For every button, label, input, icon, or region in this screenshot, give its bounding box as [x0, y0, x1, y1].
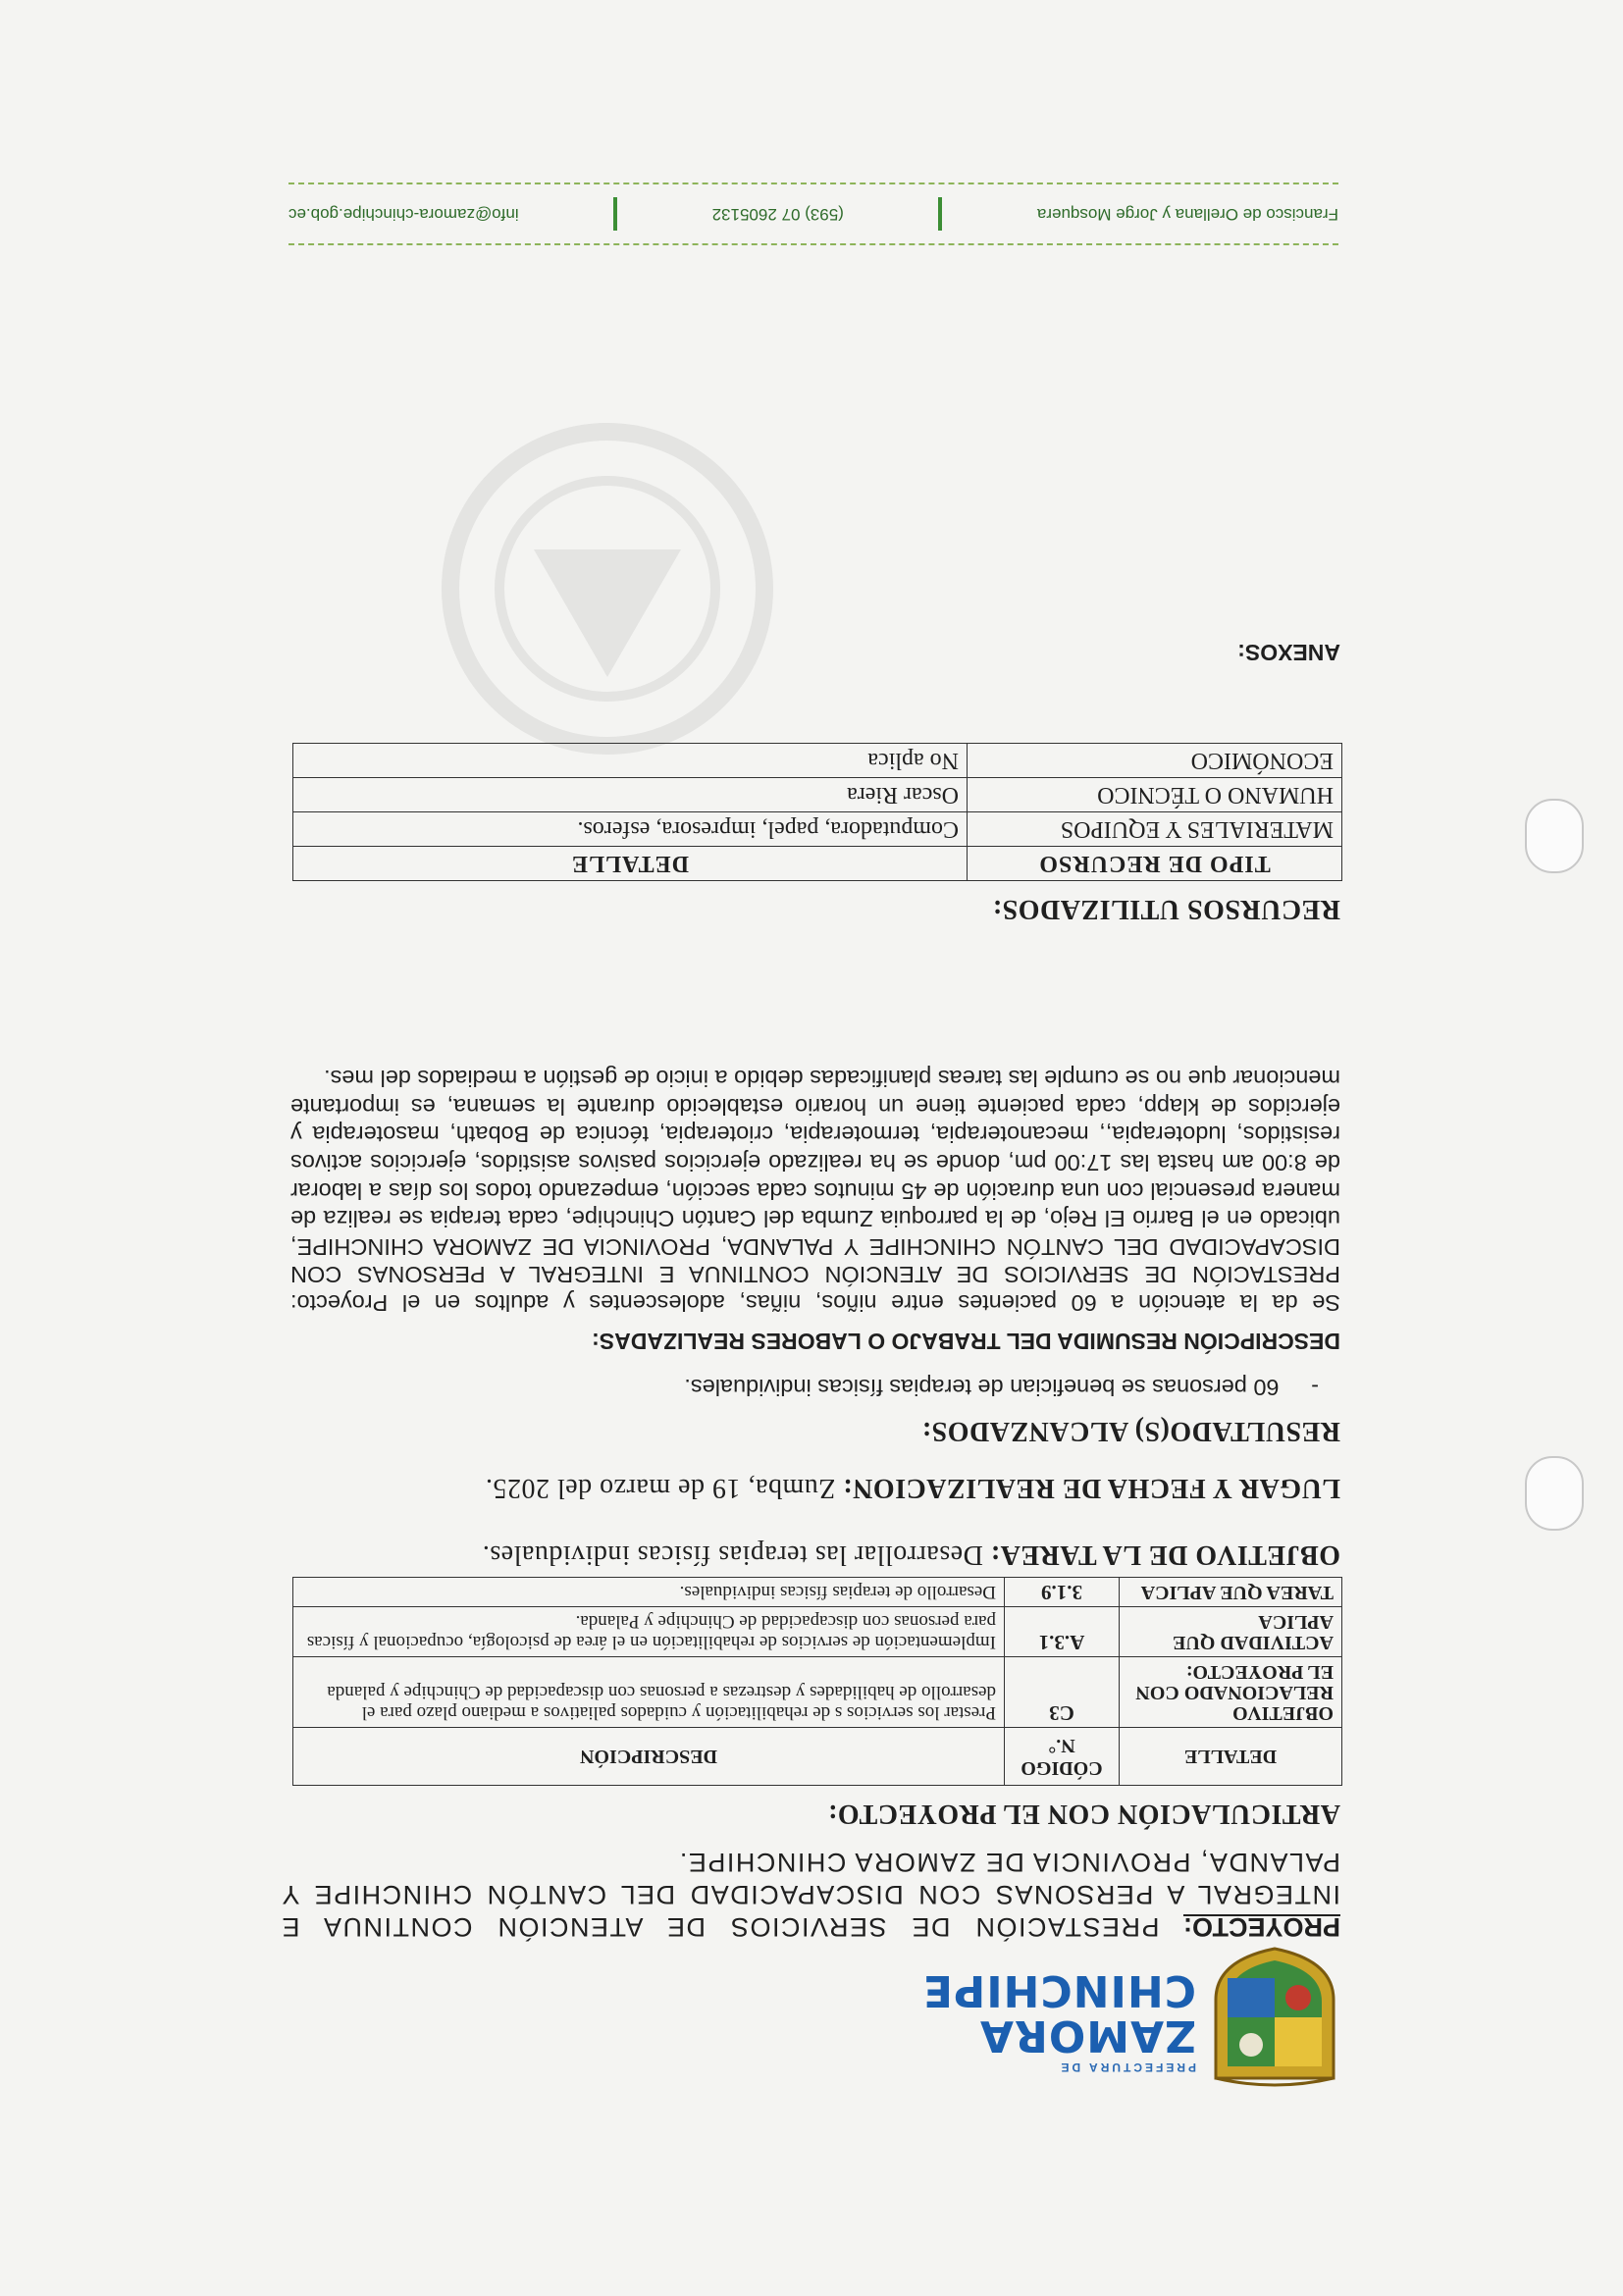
column-header: CÓDIGO N.° [1005, 1728, 1120, 1786]
punch-hole [1525, 1456, 1584, 1531]
row-description: Desarrollo de terapias físicas individuales. [293, 1578, 1005, 1607]
resource-type: MATERIALES Y EQUIPOS [968, 812, 1342, 847]
column-header: DETALLE [293, 847, 968, 881]
row-description: Prestar los servicios s de rehabilitación y cuidados paliativos a mediano plazo para el desarrollo de habilidades y destrezas a personas con discapacidad de Chinchipe y palanda [293, 1657, 1005, 1728]
descripcion-text: Se da la atención a 60 pacientes entre niños, niñas, adolescentes y adultos en el Proyecto: PRESTACIÓN DE SERVICIOS DE ATENCIÓN CONTINUA E INTEGRAL A PERSONAS CON DISCAPACIDAD DEL CANTÓN CHINCHIPE Y PALANDA, PROVINCIA DE ZAMORA CHINCHIPE, ubicado en el Barrio El Rejo, de la parroquia Zumba del Cantón Chinchipe, cada terapia se realiza de manera presencial con una duración de 45 minutos cada sección, empezando todos los días a laborar de 8:00 am hasta las 17:00 pm, donde se ha realizado ejercicios pasivos asistidos, ejercicios activos resistidos, ludoterapia,, mecanoterapia, termoterapia, crioterapia, técnica de Bobath, masoterapia y ejercidos de klapp, cada paciente tiene un horario establecido durante la semana, es importante mencionar que no se cumple las tareas planificadas debido a inicio de gestión a mediados del mes. [290, 1066, 1340, 1316]
project-text: PRESTACIÓN DE SERVICIOS DE ATENCIÓN CONTINUA E INTEGRAL A PERSONAS CON DISCAPACIDAD DEL CANTÓN CHINCHIPE Y PALANDA, PROVINCIA DE ZAMORA CHINCHIPE. [281, 1848, 1340, 1942]
bullet: - [1311, 1375, 1319, 1400]
project-title [281, 1846, 1340, 1943]
footer-address: Francisco de Orellana y Jorge Mosquera [1036, 205, 1338, 224]
lugar-value: Zumba, 19 de marzo del 2025. [485, 1473, 843, 1503]
table-row [293, 1657, 1342, 1728]
resource-detail: Computadora, papel, impresora, esferos. [293, 812, 968, 847]
resultado-text: 60 personas se benefician de terapias físicas individuales. [684, 1375, 1280, 1400]
row-code: C3 [1005, 1657, 1120, 1728]
logo-title-line1: ZAMORA [978, 2010, 1196, 2061]
punch-hole [1525, 799, 1584, 873]
logo-title-line2: CHINCHIPE [921, 1965, 1196, 2015]
row-code: A.3.1 [1005, 1607, 1120, 1657]
page-footer [288, 183, 1338, 245]
lugar-label: LUGAR Y FECHA DE REALIZACION: [842, 1473, 1340, 1503]
recursos-table [292, 743, 1342, 881]
watermark-seal-icon [396, 412, 818, 765]
row-label: TAREA QUE APLICA [1120, 1578, 1342, 1607]
prefectura-logo [921, 1941, 1343, 2088]
resultados-heading: RESULTADO(S) ALCANZADOS: [921, 1416, 1340, 1446]
articulacion-table [292, 1577, 1342, 1786]
resultados-item [338, 1373, 1319, 1401]
footer-separator [613, 197, 617, 231]
objetivo-value: Desarrollar las terapias físicas individuales. [482, 1539, 991, 1570]
anexos-heading: ANEXOS: [1237, 640, 1340, 665]
row-description: Implementación de servicios de rehabilitación en el área de psicología, ocupacional y físicas para personas con discapacidad de Chinchipe y Palanda. [293, 1607, 1005, 1657]
resource-type: ECONÓMICO [968, 744, 1342, 778]
column-header: DETALLE [1120, 1728, 1342, 1786]
footer-email[interactable]: info@zamora-chinchipe.gob.ec [288, 205, 519, 224]
column-header: DESCRIPCIÓN [293, 1728, 1005, 1786]
objetivo-tarea [482, 1539, 1340, 1570]
table-row [293, 744, 1342, 778]
logo-caption: PREFECTURA DE [1058, 2061, 1196, 2074]
articulacion-heading: ARTICULACIÓN CON EL PROYECTO: [827, 1799, 1340, 1829]
table-row [293, 778, 1342, 812]
table-row [293, 1607, 1342, 1657]
row-label: ACTIVIDAD QUE APLICA [1120, 1607, 1342, 1657]
table-header-row [293, 847, 1342, 881]
resource-detail: No aplica [293, 744, 968, 778]
row-label: OBJETIVO RELACIONADO CON EL PROYECTO: [1120, 1657, 1342, 1728]
resource-detail: Oscar Riera [293, 778, 968, 812]
table-row [293, 812, 1342, 847]
column-header: TIPO DE RECURSO [968, 847, 1342, 881]
resource-type: HUMANO O TÉCNICO [968, 778, 1342, 812]
objetivo-label: OBJETIVO DE LA TAREA: [990, 1539, 1340, 1570]
project-label: PROYECTO: [1182, 1912, 1340, 1942]
lugar-fecha [485, 1472, 1340, 1503]
row-code: 3.1.9 [1005, 1578, 1120, 1607]
coat-of-arms-icon [1206, 1946, 1343, 2088]
footer-separator [938, 197, 942, 231]
footer-phone: (593) 07 2605132 [711, 205, 844, 224]
table-row [293, 1578, 1342, 1607]
table-header-row [293, 1728, 1342, 1786]
recursos-heading: RECURSOS UTILIZADOS: [992, 894, 1340, 924]
descripcion-heading: DESCRIPCIÓN RESUMIDA DEL TRABAJO O LABORES REALIZADAS: [592, 1329, 1340, 1354]
